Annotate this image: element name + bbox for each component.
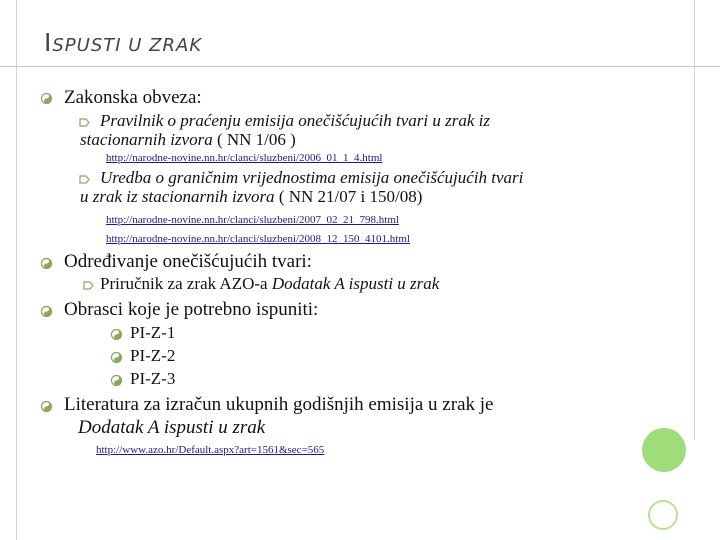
pravilnik-line1: Pravilnik o praćenju emisija onečišćujućih tvari u zrak iz xyxy=(100,111,490,130)
bullet-icon xyxy=(40,92,53,105)
decorative-green-circle xyxy=(642,428,686,472)
title-divider xyxy=(0,66,720,67)
link-azo[interactable]: http://www.azo.hr/Default.aspx?art=1561&sec=565 xyxy=(96,444,325,456)
bullet-icon xyxy=(110,374,123,387)
form-pi-z-3: PI-Z-3 xyxy=(130,369,176,388)
arrow-bullet-icon xyxy=(78,173,91,186)
obrasci-text: Obrasci koje je potrebno ispuniti: xyxy=(64,299,319,320)
arrow-bullet-icon xyxy=(78,116,91,129)
uredba-line2: u zrak iz stacionarnih izvora ( NN 21/07 i 150/08) xyxy=(80,187,423,206)
bullet-icon xyxy=(110,328,123,341)
literatura-line2: Dodatak A ispusti u zrak xyxy=(78,417,266,438)
bullet-icon xyxy=(40,257,53,270)
link-nn-2006[interactable]: http://narodne-novine.nn.hr/clanci/sluzbeni/2006_01_1_4.html xyxy=(106,152,383,164)
pravilnik-line2: stacionarnih izvora ( NN 1/06 ) xyxy=(80,130,296,149)
bullet-icon xyxy=(40,400,53,413)
form-pi-z-2: PI-Z-2 xyxy=(130,346,176,365)
title-rest: SPUSTI U ZRAK xyxy=(52,35,203,56)
frame-left-line xyxy=(16,0,17,540)
odredivanje-text: Određivanje onečišćujućih tvari: xyxy=(64,251,312,272)
prirucnik-text: Priručnik za zrak AZO-a Dodatak A ispusti u zrak xyxy=(100,274,440,293)
form-pi-z-1: PI-Z-1 xyxy=(130,323,176,342)
bullet-icon xyxy=(40,305,53,318)
decorative-outline-circle xyxy=(648,500,678,530)
slide-title xyxy=(44,28,202,57)
arrow-bullet-icon xyxy=(82,279,95,292)
zakonska-obveza-text: Zakonska obveza: xyxy=(64,87,202,108)
uredba-line1: Uredba o graničnim vrijednostima emisija onečišćujućih tvari xyxy=(100,168,524,187)
title-first-letter: I xyxy=(44,28,53,57)
link-nn-2008[interactable]: http://narodne-novine.nn.hr/clanci/sluzbeni/2008_12_150_4101.html xyxy=(106,233,410,245)
link-nn-2007[interactable]: http://narodne-novine.nn.hr/clanci/sluzbeni/2007_02_21_798.html xyxy=(106,214,399,226)
literatura-text: Literatura za izračun ukupnih godišnjih emisija u zrak je xyxy=(64,394,494,415)
bullet-icon xyxy=(110,351,123,364)
